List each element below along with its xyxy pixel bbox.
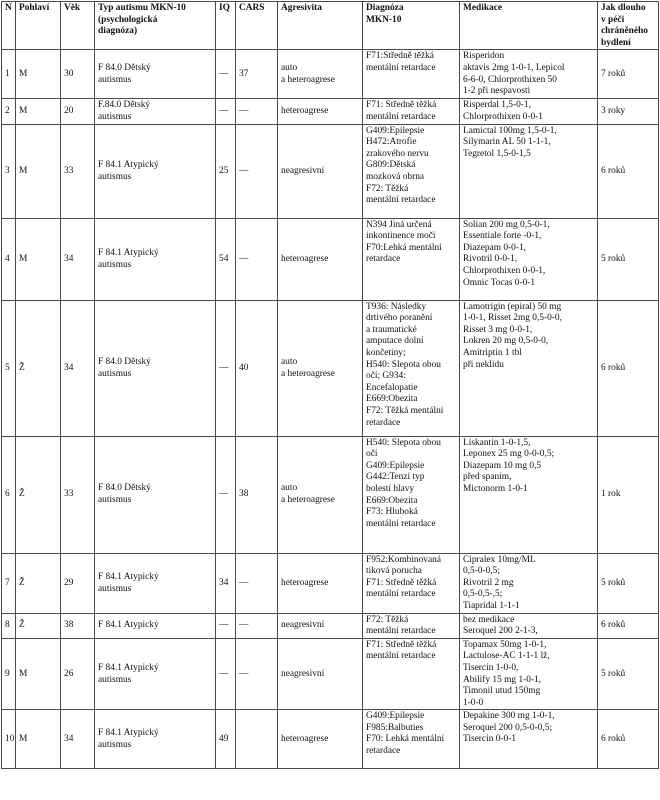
- cell-medication-line: před spaním,: [463, 472, 512, 483]
- cell-medication-line: aktavis 2mg 1-0-1, Lepicol: [463, 62, 565, 73]
- cell-diagnosis: [363, 50, 460, 99]
- cell-diagnosis-line: mentální retardace: [366, 518, 436, 529]
- cell-medication-line: Lamictal 100mg 1,5-0-1,: [463, 125, 557, 136]
- cell-iq: —: [216, 436, 236, 553]
- cell-diagnosis-line: bolestí hlavy: [366, 483, 415, 494]
- cell-care-duration: 7 roků: [598, 50, 659, 99]
- cell-autism-type-line: F 84.0 Dětský: [98, 63, 151, 74]
- cell-medication: [460, 613, 598, 638]
- cell-autism-type-line: autismus: [98, 674, 132, 685]
- header-line: Jak dlouho: [601, 3, 646, 13]
- cell-care-duration: 6 roků: [598, 124, 659, 218]
- header-line: bydlení: [601, 37, 631, 48]
- cell-diagnosis-line: inkontinence moči: [366, 231, 436, 242]
- cell-n: 1: [2, 50, 16, 99]
- cell-medication-line: Tegretol 1,5-0-1,5: [463, 148, 531, 159]
- cell-age: 38: [61, 613, 95, 638]
- cell-medication-line: při neklidu: [463, 359, 504, 370]
- cell-aggression: [278, 300, 363, 436]
- cell-iq: —: [216, 300, 236, 436]
- cell-aggression-line: neagresivní: [281, 668, 325, 679]
- cell-medication: [460, 638, 598, 710]
- cell-iq: 49: [216, 710, 236, 769]
- cell-medication: [460, 710, 598, 769]
- cell-n: 7: [2, 553, 16, 613]
- cell-diagnosis-line: F71: Středně těžká: [366, 639, 437, 650]
- cell-sex: Ž: [16, 436, 61, 553]
- cell-medication-line: Lactulose-AC 1-1-1 lž,: [463, 651, 550, 662]
- cell-diagnosis-line: končetiny;: [366, 347, 406, 358]
- header-n: N: [2, 2, 16, 50]
- cell-autism-type-line: F 84.1 Atypický: [98, 571, 159, 582]
- header-row: [2, 2, 659, 50]
- cell-diagnosis: [363, 99, 460, 124]
- cell-iq: —: [216, 50, 236, 99]
- cell-diagnosis: [363, 124, 460, 218]
- cell-medication: [460, 218, 598, 300]
- cell-diagnosis-line: tiková porucha: [366, 566, 422, 577]
- cell-aggression-line: auto: [281, 483, 298, 494]
- cell-autism-type-line: autismus: [98, 74, 132, 85]
- cell-medication-line: bez medikace: [463, 614, 515, 625]
- cell-autism-type-line: F 84.0 Dětský: [98, 356, 151, 367]
- cell-care-duration: 5 roků: [598, 553, 659, 613]
- cell-cars: —: [236, 638, 278, 710]
- cell-medication-line: Omnic Tocas 0-0-1: [463, 277, 536, 288]
- cell-iq: 54: [216, 218, 236, 300]
- cell-diagnosis-line: G409:Epilepsie: [366, 711, 425, 722]
- header-diagnosis: [363, 2, 460, 50]
- cell-medication-line: Timonil utud 150mg: [463, 686, 541, 697]
- header-line: diagnóza): [98, 26, 138, 37]
- cell-diagnosis-line: retardace: [366, 254, 401, 265]
- cell-medication-line: 0,5-0-0,5;: [463, 566, 500, 577]
- cell-iq: —: [216, 613, 236, 638]
- cell-aggression-line: heteroagrese: [281, 253, 329, 264]
- cell-diagnosis-line: F71:Středně těžká: [366, 51, 434, 62]
- cell-aggression: [278, 553, 363, 613]
- cell-autism-type: [95, 436, 216, 553]
- cell-medication-line: Lamotrigin (epiral) 50 mg: [463, 301, 562, 312]
- cell-age: 33: [61, 436, 95, 553]
- cell-care-duration: 5 roků: [598, 638, 659, 710]
- cell-diagnosis-line: F952:Kombinovaná: [366, 554, 441, 565]
- cell-iq: —: [216, 638, 236, 710]
- cell-autism-type-line: autismus: [98, 368, 132, 379]
- cell-cars: 38: [236, 436, 278, 553]
- cell-medication-line: Chlorprothixen 0-0-1,: [463, 265, 546, 276]
- cell-aggression: [278, 50, 363, 99]
- cell-diagnosis-line: amputace dolní: [366, 336, 424, 347]
- cell-diagnosis-line: F70:Lehká mentální: [366, 242, 442, 253]
- cell-diagnosis: [363, 638, 460, 710]
- cell-diagnosis-line: F73: Hluboká: [366, 507, 418, 518]
- cell-cars: 37: [236, 50, 278, 99]
- header-autism-type: [95, 2, 216, 50]
- cell-aggression: [278, 99, 363, 124]
- cell-age: 34: [61, 300, 95, 436]
- patient-table: [1, 1, 659, 769]
- cell-n: 9: [2, 638, 16, 710]
- cell-diagnosis-line: očí: [366, 449, 378, 460]
- cell-aggression: [278, 124, 363, 218]
- cell-age: 20: [61, 99, 95, 124]
- cell-autism-type: [95, 710, 216, 769]
- cell-iq: 25: [216, 124, 236, 218]
- cell-care-duration: 6 roků: [598, 710, 659, 769]
- cell-n: 2: [2, 99, 16, 124]
- cell-autism-type-line: F 84.1 Atypický: [98, 728, 159, 739]
- cell-diagnosis-line: G409:Epilepsie: [366, 125, 425, 136]
- cell-autism-type-line: F 84.1 Atypický: [98, 247, 159, 258]
- cell-autism-type: [95, 50, 216, 99]
- cell-medication-line: 1-0-1, Risset 2mg 0,5-0-0,: [463, 313, 562, 324]
- cell-diagnosis-line: E669:Obezita: [366, 394, 418, 405]
- header-age: Věk: [61, 2, 95, 50]
- cell-medication-line: Topamax 50mg 1-0-1,: [463, 639, 547, 650]
- cell-n: 4: [2, 218, 16, 300]
- header-line: (psychologická: [98, 14, 158, 25]
- cell-n: 3: [2, 124, 16, 218]
- cell-cars: —: [236, 99, 278, 124]
- cell-care-duration: 6 roků: [598, 300, 659, 436]
- cell-medication-line: Tiapridal 1-1-1: [463, 600, 520, 611]
- header-line: MKN-10: [366, 14, 402, 25]
- cell-sex: M: [16, 218, 61, 300]
- cell-medication-line: Amitriptin 1 tbl: [463, 347, 522, 358]
- cell-age: 29: [61, 553, 95, 613]
- cell-diagnosis-line: F72: Těžká mentální: [366, 405, 444, 416]
- cell-diagnosis: [363, 218, 460, 300]
- header-medication: Medikace: [460, 2, 598, 50]
- cell-aggression: [278, 436, 363, 553]
- cell-cars: —: [236, 124, 278, 218]
- cell-diagnosis-line: G409:Epilepsie: [366, 460, 425, 471]
- cell-medication-line: Depakine 300 mg 1-0-1,: [463, 711, 555, 722]
- cell-sex: Ž: [16, 553, 61, 613]
- cell-cars: [236, 710, 278, 769]
- cell-age: 33: [61, 124, 95, 218]
- cell-diagnosis-line: mentální retardace: [366, 111, 436, 122]
- cell-aggression-line: neagresivní: [281, 165, 325, 176]
- cell-autism-type-line: autismus: [98, 171, 132, 182]
- cell-diagnosis: [363, 613, 460, 638]
- cell-medication: [460, 300, 598, 436]
- cell-medication-line: Leponex 25 mg 0-0-0,5;: [463, 449, 555, 460]
- cell-care-duration: 1 rok: [598, 436, 659, 553]
- cell-autism-type: [95, 638, 216, 710]
- cell-diagnosis: [363, 300, 460, 436]
- cell-medication-line: Abilify 15 mg 1-0-1,: [463, 674, 542, 685]
- cell-diagnosis: [363, 436, 460, 553]
- header-aggression: Agresivita: [278, 2, 363, 50]
- cell-medication-line: 1-2 při nespavosti: [463, 86, 531, 97]
- cell-diagnosis-line: mentální retardace: [366, 62, 436, 73]
- cell-aggression: [278, 218, 363, 300]
- header-iq: IQ: [216, 2, 236, 50]
- table-row: [2, 124, 659, 218]
- cell-diagnosis-line: mentální retardace: [366, 589, 436, 600]
- table-row: [2, 218, 659, 300]
- cell-medication-line: 0,5-0,5-,5;: [463, 589, 503, 600]
- cell-care-duration: 5 roků: [598, 218, 659, 300]
- cell-cars: —: [236, 613, 278, 638]
- cell-diagnosis-line: F70: Lehká mentální: [366, 734, 445, 745]
- cell-diagnosis-line: retardace: [366, 746, 401, 757]
- header-line: Typ autismu MKN-10: [98, 3, 186, 13]
- cell-medication-line: Rivotril 0-0-1,: [463, 254, 518, 265]
- cell-medication-line: 1-0-0: [463, 697, 484, 708]
- cell-aggression-line: heteroagrese: [281, 733, 329, 744]
- header-line: chráněného: [601, 26, 648, 37]
- table-row: [2, 99, 659, 124]
- table-row: [2, 300, 659, 436]
- cell-autism-type-line: F 84.1 Atypický: [98, 662, 159, 673]
- header-line: v péči: [601, 14, 625, 25]
- cell-sex: Ž: [16, 300, 61, 436]
- cell-iq: —: [216, 99, 236, 124]
- cell-aggression-line: auto: [281, 356, 298, 367]
- cell-cars: 40: [236, 300, 278, 436]
- cell-diagnosis: [363, 553, 460, 613]
- cell-diagnosis-line: H472:Atrofie: [366, 137, 417, 148]
- cell-diagnosis-line: F71: Středně těžká: [366, 100, 437, 111]
- cell-age: 34: [61, 218, 95, 300]
- cell-diagnosis-line: F72: Těžká: [366, 614, 409, 625]
- cell-sex: M: [16, 638, 61, 710]
- table-row: [2, 50, 659, 99]
- cell-diagnosis-line: G809:Dětská: [366, 160, 416, 171]
- cell-aggression: [278, 638, 363, 710]
- cell-medication-line: Cipralex 10mg/ML: [463, 554, 536, 565]
- cell-medication-line: Risset 3 mg 0-0-1,: [463, 324, 533, 335]
- cell-medication-line: Solian 200 mg 0,5-0-1,: [463, 219, 550, 230]
- cell-medication-line: Seroquel 200 0,5-0-0,5;: [463, 722, 553, 733]
- cell-autism-type: [95, 300, 216, 436]
- cell-autism-type-line: F 84.1 Atypický: [98, 620, 159, 631]
- cell-care-duration: 3 roky: [598, 99, 659, 124]
- cell-medication: [460, 50, 598, 99]
- cell-medication-line: Chlorprothixen 0-0-1: [463, 111, 543, 122]
- table-row: [2, 638, 659, 710]
- cell-aggression: [278, 613, 363, 638]
- header-sex: Pohlaví: [16, 2, 61, 50]
- table-row: [2, 613, 659, 638]
- cell-aggression-line: a heteroagrese: [281, 368, 335, 379]
- cell-diagnosis-line: mentální retardace: [366, 651, 436, 662]
- cell-diagnosis-line: Encefalopatie: [366, 382, 418, 393]
- cell-autism-type-line: autismus: [98, 111, 132, 122]
- cell-medication-line: Mictonorm 1-0-1: [463, 483, 528, 494]
- cell-diagnosis-line: zrakového nervu: [366, 148, 429, 159]
- cell-autism-type-line: F 84.0 Dětský: [98, 483, 151, 494]
- cell-diagnosis-line: drtivého poranění: [366, 313, 433, 324]
- cell-sex: M: [16, 50, 61, 99]
- cell-sex: M: [16, 124, 61, 218]
- cell-autism-type: [95, 613, 216, 638]
- cell-diagnosis-line: E669:Obezita: [366, 495, 418, 506]
- cell-medication-line: Diazepam 0-0-1,: [463, 242, 526, 253]
- cell-aggression-line: auto: [281, 63, 298, 74]
- cell-diagnosis-line: H540: Slepota obou: [366, 437, 441, 448]
- cell-medication-line: Silymarin AL 50 1-1-1,: [463, 137, 551, 148]
- cell-medication-line: Risperidon: [463, 51, 505, 62]
- cell-diagnosis-line: T936: Následky: [366, 301, 427, 312]
- cell-medication-line: Liskantin 1-0-1,5,: [463, 437, 531, 448]
- cell-cars: —: [236, 553, 278, 613]
- cell-n: 6: [2, 436, 16, 553]
- cell-autism-type: [95, 218, 216, 300]
- cell-aggression-line: a heteroagrese: [281, 495, 335, 506]
- cell-autism-type-line: autismus: [98, 739, 132, 750]
- cell-aggression-line: heteroagrese: [281, 106, 329, 117]
- cell-diagnosis-line: F985:Balbuties: [366, 722, 424, 733]
- cell-aggression-line: heteroagrese: [281, 577, 329, 588]
- cell-diagnosis-line: mozková obrna: [366, 171, 425, 182]
- cell-autism-type: [95, 553, 216, 613]
- cell-aggression-line: neagresivní: [281, 620, 325, 631]
- cell-medication-line: Essentiale forte -0-1,: [463, 231, 542, 242]
- table-row: [2, 436, 659, 553]
- cell-medication: [460, 436, 598, 553]
- cell-medication-line: Tisercin 1-0-0,: [463, 662, 519, 673]
- header-care-duration: [598, 2, 659, 50]
- cell-medication-line: Lokren 20 mg 0,5-0-0,: [463, 336, 549, 347]
- cell-age: 34: [61, 710, 95, 769]
- cell-autism-type-line: F 84.1 Atypický: [98, 159, 159, 170]
- cell-medication-line: Risperdal 1,5-0-1,: [463, 100, 531, 111]
- header-cars: CARS: [236, 2, 278, 50]
- cell-medication-line: Diazepam 10 mg 0,5: [463, 460, 542, 471]
- cell-sex: Ž: [16, 613, 61, 638]
- cell-diagnosis-line: mentální retardace: [366, 195, 436, 206]
- cell-sex: M: [16, 710, 61, 769]
- cell-diagnosis-line: mentální retardace: [366, 626, 436, 637]
- table-row: [2, 710, 659, 769]
- cell-medication-line: Seroquel 200 2-1-3,: [463, 626, 538, 637]
- header-line: Diagnóza: [366, 3, 404, 13]
- cell-medication-line: 6-6-0, Chlorprothixen 50: [463, 74, 557, 85]
- cell-n: 8: [2, 613, 16, 638]
- cell-autism-type: [95, 99, 216, 124]
- cell-autism-type-line: F.84.0 Dětský: [98, 100, 151, 111]
- cell-care-duration: 6 roků: [598, 613, 659, 638]
- cell-autism-type-line: autismus: [98, 495, 132, 506]
- cell-diagnosis-line: F72: Těžká: [366, 183, 409, 194]
- cell-aggression-line: a heteroagrese: [281, 74, 335, 85]
- cell-diagnosis-line: G442:Tenzí typ: [366, 472, 425, 483]
- cell-cars: —: [236, 218, 278, 300]
- cell-diagnosis-line: N394 Jiná určená: [366, 219, 432, 230]
- cell-medication: [460, 553, 598, 613]
- cell-autism-type: [95, 124, 216, 218]
- table-row: [2, 553, 659, 613]
- cell-diagnosis-line: očí; G934:: [366, 371, 406, 382]
- cell-diagnosis-line: a traumatické: [366, 324, 417, 335]
- cell-n: 10: [2, 710, 16, 769]
- cell-medication-line: Rivotril 2 mg: [463, 577, 514, 588]
- cell-diagnosis-line: H540: Slepota obou: [366, 359, 441, 370]
- cell-iq: 34: [216, 553, 236, 613]
- table-body: [2, 50, 659, 769]
- cell-medication: [460, 99, 598, 124]
- cell-sex: M: [16, 99, 61, 124]
- cell-aggression: [278, 710, 363, 769]
- cell-age: 30: [61, 50, 95, 99]
- cell-diagnosis-line: F71: Středně těžká: [366, 577, 437, 588]
- cell-n: 5: [2, 300, 16, 436]
- cell-diagnosis: [363, 710, 460, 769]
- cell-autism-type-line: autismus: [98, 259, 132, 270]
- cell-age: 26: [61, 638, 95, 710]
- cell-autism-type-line: autismus: [98, 583, 132, 594]
- cell-medication-line: Tisercin 0-0-1: [463, 734, 517, 745]
- cell-diagnosis-line: retardace: [366, 417, 401, 428]
- cell-medication: [460, 124, 598, 218]
